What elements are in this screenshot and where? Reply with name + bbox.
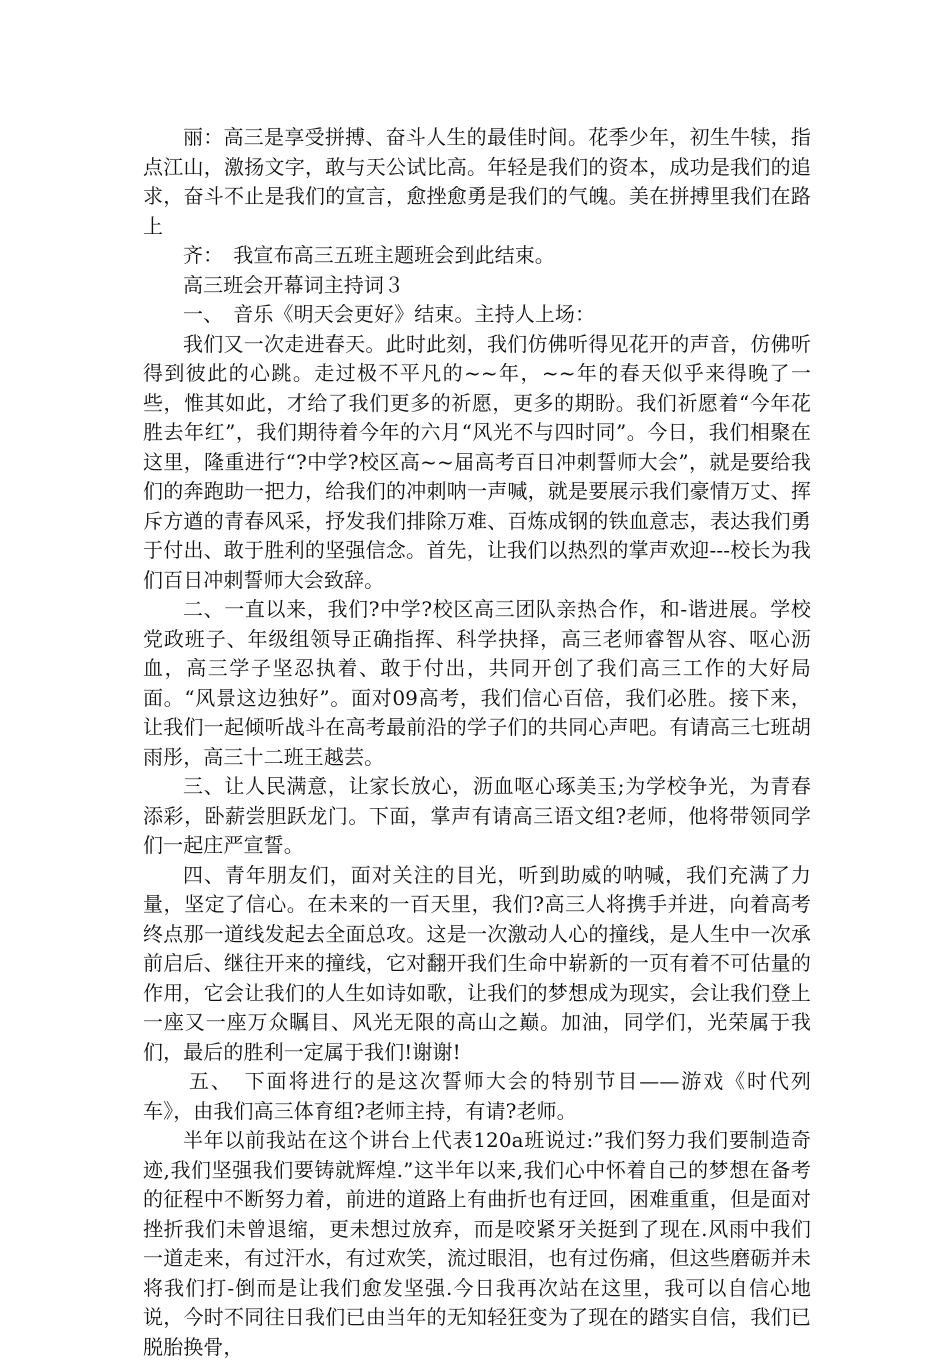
section-heading: 高三班会开幕词主持词３ [183,272,405,297]
paragraph-announcement: 齐： 我宣布高三五班主题班会到此结束。 [183,243,555,267]
paragraph-part-five: 五、 下面将进行的是这次誓师大会的特别节目——游戏《时代列车》，由我们高三体育组?老师主持，有请?老师。 [143,1069,811,1123]
paragraph-part-one: 一、 音乐《明天会更好》结束。主持人上场： [183,302,596,326]
paragraph-part-four: 四、青年朋友们，面对关注的目光，听到助威的呐喊，我们充满了力量，坚定了信心。在未来的一百天里，我们?高三人将携手并进，向着高考终点那一道线发起去全面总攻。这是一次激动人心的撞线，是人生中一次承前启后、继往开来的撞线，它对翻开我们生命中崭新的一页有着不可估量的作用，它会让我们的人生如诗如歌，让我们的梦想成为现实，会让我们登上一座又一座万众瞩目、风光无限的高山之巅。加油，同学们，光荣属于我们，最后的胜利一定属于我们!谢谢! [143,862,811,1064]
paragraph-opening-speech: 我们又一次走进春天。此时此刻，我们仿佛听得见花开的声音，仿佛听得到彼此的心跳。走过极不平凡的~~年，~~年的春天似乎来得晚了一些，惟其如此，才给了我们更多的祈愿，更多的期盼。我们祈愿着“今年花胜去年红”，我们期待着今年的六月“风光不与四时同”。今日，我们相聚在这里，隆重进行“?中学?校区高~~届高考百日冲刺誓师大会”，就是要给我们的奔跑助一把力，给我们的冲刺呐一声喊，就是要展示我们豪情万丈、挥斥方遒的青春风采，抒发我们排除万难、百炼成钢的铁血意志，表达我们勇于付出、敢于胜利的坚强信念。首先，让我们以热烈的掌声欢迎---校长为我们百日冲刺誓师大会致辞。 [143,331,811,592]
document-body [143,123,811,1362]
paragraph-part-three: 三、让人民满意，让家长放心，沥血呕心琢美玉;为学校争光，为青春添彩，卧薪尝胆跃龙门。下面，掌声有请高三语文组?老师，他将带领同学们一起庄严宣誓。 [143,774,811,857]
paragraph-student-speech: 半年以前我站在这个讲台上代表120a班说过:”我们努力我们要制造奇迹,我们坚强我们要铸就辉煌.”这半年以来,我们心中怀着自己的梦想在备考的征程中不断努力着，前进的道路上有曲折也有迂回，困难重重，但是面对挫折我们未曾退缩，更未想过放弃，而是咬紧牙关挺到了现在.风雨中我们一道走来，有过汗水，有过欢笑，流过眼泪，也有过伤痛，但这些磨砺并未将我们打-倒而是让我们愈发坚强.今日我再次站在这里，我可以自信心地说，今时不同往日我们已由当年的无知轻狂变为了现在的踏实自信，我们已脱胎换骨， [143,1128,811,1359]
paragraph-closing-remark: 丽：高三是享受拼搏、奋斗人生的最佳时间。花季少年，初生牛犊，指点江山，激扬文字，敢与天公试比高。年轻是我们的资本，成功是我们的追求，奋斗不止是我们的宣言，愈挫愈勇是我们的气魄。美在拼搏里我们在路上 [143,125,811,238]
paragraph-part-two: 二、一直以来，我们?中学?校区高三团队亲热合作，和-谐进展。学校党政班子、年级组领导正确指挥、科学抉择，高三老师睿智从容、呕心沥血，高三学子坚忍执着、敢于付出，共同开创了我们高三工作的大好局面。“风景这边独好”。面对09高考，我们信心百倍，我们必胜。接下来，让我们一起倾听战斗在高考最前沿的学子们的共同心声吧。有请高三七班胡雨彤，高三十二班王越芸。 [143,597,811,769]
